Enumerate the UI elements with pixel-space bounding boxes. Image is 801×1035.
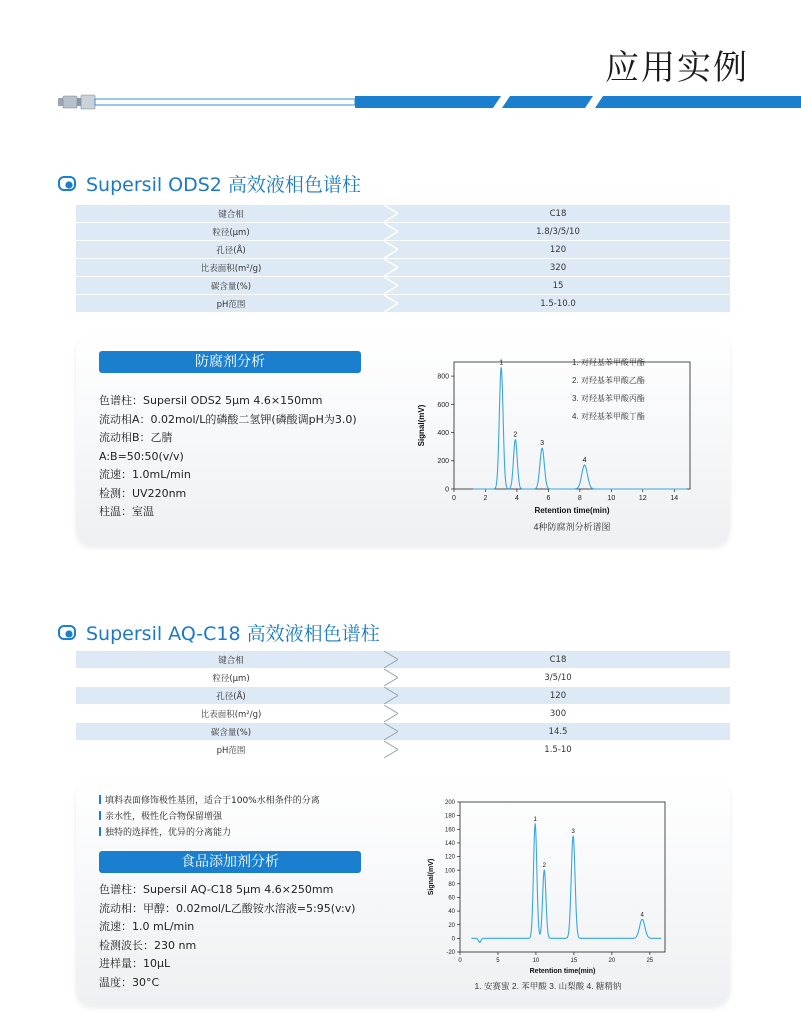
spec-key: 比表面积(m²/g) [200, 709, 262, 720]
x-tick-label: 10 [532, 958, 540, 964]
chromatogram-food-additives [420, 792, 680, 997]
spec-row [76, 241, 730, 258]
spec-row [76, 277, 730, 294]
legend-entry: 1. 对羟基苯甲酸甲酯 [572, 358, 645, 367]
chart-caption: 4种防腐剂分析谱图 [533, 522, 611, 532]
column-banner [58, 92, 801, 112]
param-line: 检测：UV220nm [99, 486, 187, 500]
bullet-bar-icon [99, 811, 101, 820]
x-tick-label: 25 [646, 958, 654, 964]
chevron-separator [384, 241, 398, 258]
spec-key: pH范围 [216, 299, 246, 310]
chromatogram-preservatives [410, 345, 710, 540]
y-tick-label: 80 [448, 881, 455, 888]
chevron-separator [384, 205, 398, 222]
chevron-separator [384, 651, 398, 668]
chevron-separator [384, 741, 398, 758]
spec-value: 120 [549, 690, 567, 701]
feature-text: 填料表面修饰极性基团，适合于100%水相条件的分离 [105, 796, 320, 806]
x-tick-label: 8 [577, 495, 582, 502]
x-tick-label: 0 [452, 495, 456, 502]
spec-value: 15 [552, 280, 564, 291]
peak-label: 4 [582, 457, 587, 465]
section-title-text: Supersil AQ-C18 高效液相色谱柱 [86, 623, 380, 645]
y-tick-label: 100 [444, 868, 455, 875]
spec-key: 孔径(Å) [216, 245, 246, 256]
x-axis-label: Retention time(min) [534, 506, 610, 515]
param-line: 色谱柱：Supersil AQ-C18 5μm 4.6×250mm [99, 883, 334, 896]
peak-label: 1 [533, 816, 537, 823]
spec-key: 碳含量(%) [210, 727, 252, 738]
spec-value: C18 [549, 208, 567, 219]
spec-key: 比表面积(m²/g) [200, 263, 262, 274]
signal-trace-line [473, 368, 687, 489]
y-tick-label: 400 [437, 430, 449, 438]
param-line: 流速：1.0 mL/min [99, 920, 195, 933]
y-tick-label: 120 [444, 854, 455, 861]
spec-table-aq-c18 [76, 651, 730, 758]
param-line: 流动相B：乙腈 [99, 431, 173, 444]
method-params [99, 392, 399, 522]
spec-table-ods2 [76, 205, 730, 312]
spec-key: 粒径(μm) [212, 227, 250, 238]
spec-row [76, 741, 730, 758]
feature-text: 独特的选择性，优异的分离能力 [105, 828, 232, 838]
page-title: 应用实例 [605, 48, 749, 88]
section-title-ods2 [58, 170, 361, 197]
method-params [99, 881, 429, 992]
legend-entry: 3. 对羟基苯甲酸丙酯 [572, 394, 645, 403]
spec-row [76, 669, 730, 686]
x-tick-label: 2 [483, 495, 488, 502]
spec-value: 3/5/10 [544, 672, 572, 683]
spec-row [76, 205, 730, 222]
x-tick-label: 4 [514, 495, 519, 502]
y-tick-label: 0 [451, 936, 455, 943]
param-line: 流动相A：0.02mol/L的磷酸二氢钾(磷酸调pH为3.0) [99, 412, 357, 426]
peak-label: 2 [542, 863, 546, 870]
y-axis-label: Signal(mV) [417, 404, 426, 447]
analysis-title-badge: 食品添加剂分析 [99, 851, 361, 873]
chevron-separator [384, 723, 398, 740]
x-tick-label: 6 [546, 495, 551, 502]
section-title-text: Supersil ODS2 高效液相色谱柱 [86, 174, 361, 196]
spec-row [76, 259, 730, 276]
x-tick-label: 10 [607, 495, 616, 502]
param-line: 流速：1.0mL/min [99, 468, 191, 481]
param-line: 柱温：室温 [99, 505, 154, 518]
y-axis-label: Signal(mV) [428, 858, 435, 896]
y-tick-label: 200 [437, 458, 449, 466]
spec-key: 碳含量(%) [210, 281, 252, 292]
y-tick-label: 0 [445, 486, 449, 494]
peak-label: 3 [540, 440, 545, 448]
spec-value: 1.5-10.0 [540, 298, 576, 309]
chevron-separator [384, 705, 398, 722]
spec-value: 320 [549, 262, 567, 273]
param-line: A:B=50:50(v/v) [99, 449, 184, 463]
spec-value: 300 [549, 708, 567, 719]
spec-value: 1.5-10 [544, 744, 572, 755]
chevron-separator [384, 277, 398, 294]
analysis-title-badge: 防腐剂分析 [99, 351, 361, 373]
spec-key: 粒径(μm) [212, 673, 250, 684]
feature-item [99, 793, 419, 809]
chevron-separator [384, 259, 398, 276]
x-tick-label: 5 [496, 958, 500, 964]
y-tick-label: 180 [444, 813, 455, 820]
chart-legend-line: 1. 安赛蜜 2. 苯甲酸 3. 山梨酸 4. 糖精钠 [474, 981, 622, 991]
y-tick-label: 200 [444, 800, 455, 807]
spec-row [76, 705, 730, 722]
x-tick-label: 0 [458, 958, 462, 964]
param-line: 温度：30°C [99, 975, 160, 989]
chevron-separator [384, 223, 398, 240]
spec-value: 14.5 [548, 726, 568, 737]
legend-entry: 4. 对羟基苯甲酸丁酯 [572, 412, 645, 421]
param-line: 色谱柱：Supersil ODS2 5μm 4.6×150mm [99, 394, 323, 407]
spec-key: pH范围 [216, 745, 246, 756]
spec-key: 孔径(Å) [216, 691, 246, 702]
x-axis-label: Retention time(min) [529, 968, 596, 975]
y-tick-label: 160 [444, 827, 455, 834]
hplc-column-icon [58, 95, 355, 109]
feature-text: 亲水性，极性化合物保留增强 [105, 812, 223, 822]
spec-row [76, 295, 730, 312]
x-tick-label: 14 [670, 495, 679, 502]
y-tick-label: 140 [444, 841, 455, 848]
spec-value: C18 [549, 654, 567, 665]
x-tick-label: 15 [570, 958, 578, 964]
param-line: 检测波长：230 nm [99, 938, 197, 952]
spec-key: 键合相 [218, 209, 244, 220]
section-bullet-icon [58, 176, 78, 192]
spec-row [76, 651, 730, 668]
spec-value: 120 [549, 244, 567, 255]
y-tick-label: 20 [448, 922, 455, 929]
feature-list [99, 793, 419, 841]
spec-row [76, 687, 730, 704]
peak-label: 1 [499, 359, 504, 367]
y-tick-label: 40 [448, 909, 455, 916]
plot-frame [460, 802, 665, 952]
signal-trace-line [471, 824, 661, 943]
spec-row [76, 223, 730, 240]
peak-label: 4 [640, 912, 644, 919]
param-line: 流动相：甲醇：0.02mol/L乙酸铵水溶液=5:95(v:v) [99, 901, 356, 915]
section-title-aq-c18 [58, 619, 380, 646]
chevron-separator [384, 687, 398, 704]
spec-row [76, 723, 730, 740]
peak-label: 2 [513, 431, 518, 439]
y-tick-label: 800 [437, 373, 449, 381]
peak-label: 3 [571, 829, 575, 836]
feature-item [99, 825, 419, 841]
spec-value: 1.8/3/5/10 [536, 226, 580, 237]
section-bullet-icon [58, 625, 78, 641]
spec-key: 键合相 [218, 655, 244, 666]
x-tick-label: 12 [638, 495, 647, 502]
bullet-bar-icon [99, 827, 101, 836]
x-tick-label: 20 [608, 958, 616, 964]
chevron-separator [384, 295, 398, 312]
y-tick-label: 600 [437, 401, 449, 409]
chevron-separator [384, 669, 398, 686]
bullet-bar-icon [99, 795, 101, 804]
legend-entry: 2. 对羟基苯甲酸乙酯 [572, 376, 645, 385]
y-tick-label: -20 [446, 950, 455, 957]
feature-item [99, 809, 419, 825]
param-line: 进样量：10μL [99, 957, 171, 970]
y-tick-label: 60 [448, 895, 455, 902]
